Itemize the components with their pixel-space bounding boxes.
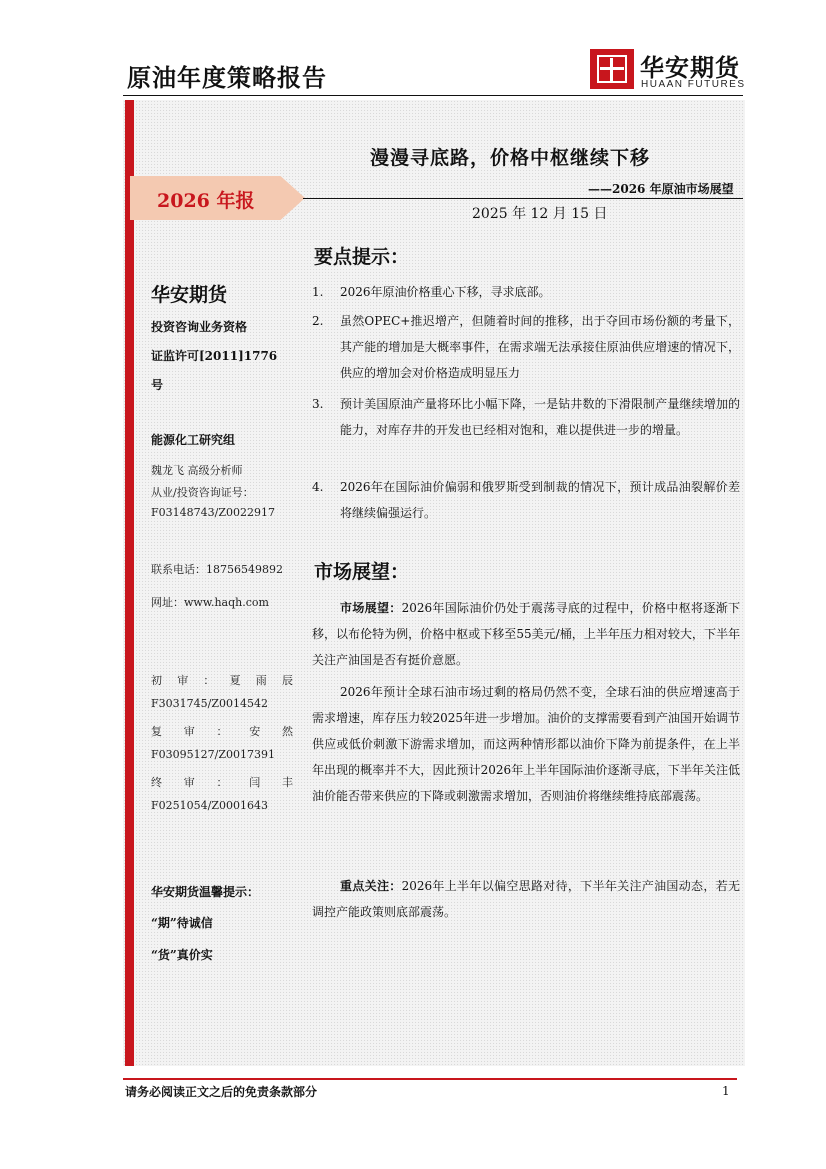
reviewer-name-char: 安: [249, 725, 261, 738]
list-item-text: 虽然OPEC+推迟增产，但随着时间的推移，出于夺回市场份额的考量下，其产能的增加是大概率事件，在需求端无法承接住原油供应增速的情况下，供应的增加会对价格造成明显压力: [340, 314, 740, 380]
license-line-3: 号: [151, 378, 164, 392]
tip-2: “货”真价实: [151, 948, 213, 962]
reviewer-role-char: 审: [183, 725, 195, 738]
reviewer-name-char: 雨: [255, 674, 267, 687]
reviewer-row: [151, 723, 293, 739]
reviewer-role-char: 复: [151, 725, 162, 738]
outlook-heading: 市场展望：: [314, 561, 410, 583]
reviewer-role-char: ：: [203, 674, 215, 687]
paragraph-text: 2026年国际油价仍处于震荡寻底的过程中，价格中枢将逐渐下移，以布伦特为例，价格中枢或下移至55美元/桶，上半年压力相对较大，下半年关注产油国是否有挺价意愿。: [312, 601, 740, 667]
contact-phone: 联系电话：18756549892: [151, 563, 283, 576]
reviewer-role-char: 初: [151, 674, 162, 687]
footer-divider: [123, 1078, 737, 1080]
list-item-number: 4.: [312, 480, 324, 494]
paragraph-label: 市场展望：: [340, 601, 402, 615]
list-item-text: 2026年原油价格重心下移，寻求底部。: [340, 285, 551, 299]
reviewer-name-char: 闫: [249, 776, 261, 789]
list-item: [312, 474, 740, 526]
license-line-1: 投资咨询业务资格: [151, 320, 248, 334]
report-date: 2025 年 12 月 15 日: [472, 206, 608, 222]
tip-1: “期”待诚信: [151, 916, 213, 930]
logo-chinese-name: 华安期货: [640, 53, 740, 82]
report-main-title: 漫漫寻底路，价格中枢继续下移: [370, 147, 651, 169]
reviewer-name-char: 丰: [282, 776, 293, 789]
reviewer-role-char: 终: [151, 776, 162, 789]
outlook-paragraph-2: 2026年预计全球石油市场过剩的格局仍然不变，全球石油的供应增速高于需求增速，库存压力较2025年进一步增加。油价的支撑需要看到产油国开始调节供应或低价刺激下游需求增加，而这两种情形都以油价下降为前提条件，在上半年出现的概率并不大，因此预计2026年上半年国际油价逐渐寻底，下半年关注低油价能否带来供应的下降或刺激需求增加，否则油价将继续维持底部震荡。: [312, 685, 740, 803]
reviewer-cert: F3031745/Z0014542: [151, 697, 268, 710]
analyst-cert-number: F03148743/Z0022917: [151, 506, 275, 519]
list-item: [312, 391, 740, 443]
outlook-paragraph-1: [312, 595, 740, 673]
reviewer-row: [151, 672, 293, 688]
key-points-heading: 要点提示：: [314, 246, 410, 268]
website: 网址：www.haqh.com: [151, 596, 269, 609]
reviewer-role-char: ：: [216, 725, 228, 738]
reviewer-name-char: 然: [282, 725, 293, 738]
focus-paragraph: [312, 873, 740, 925]
list-item-number: 2.: [312, 314, 324, 328]
research-team: 能源化工研究组: [151, 433, 236, 447]
list-item-number: 3.: [312, 397, 324, 411]
reviewer-name-char: 辰: [281, 674, 293, 687]
list-item: [312, 279, 740, 305]
paragraph-label: 重点关注：: [340, 879, 402, 893]
disclaimer-note: 请务必阅读正文之后的免责条款部分: [125, 1085, 318, 1099]
report-subtitle: ——2026 年原油市场展望: [588, 182, 734, 196]
analyst-name: 魏龙飞 高级分析师: [151, 464, 243, 477]
analyst-cert-label: 从业/投资咨询证号：: [151, 486, 254, 499]
license-line-2: 证监许可[2011]1776: [151, 349, 278, 363]
page-number: 1: [722, 1084, 730, 1098]
document-title: 原油年度策略报告: [127, 63, 327, 92]
list-item-text: 预计美国原油产量将环比小幅下降，一是钻井数的下滑限制产量继续增加的能力，对库存井的开发也已经相对饱和，难以提供进一步的增量。: [340, 397, 740, 437]
list-item-text: 2026年在国际油价偏弱和俄罗斯受到制裁的情况下，预计成品油裂解价差将继续偏强运行。: [340, 480, 740, 520]
paragraph-text: 2026年上半年以偏空思路对待，下半年关注产油国动态，若无调控产能政策则底部震荡。: [312, 879, 740, 919]
logo-english-name: HUAAN FUTURES: [641, 79, 746, 90]
reviewer-cert: F03095127/Z0017391: [151, 748, 275, 761]
list-item: [312, 308, 740, 386]
reviewer-row: [151, 774, 293, 790]
header-divider: [123, 95, 743, 96]
sidebar-company-name: 华安期货: [151, 284, 228, 306]
title-divider: [303, 198, 743, 199]
reviewer-role-char: 审: [183, 776, 195, 789]
reviewer-cert: F0251054/Z0001643: [151, 799, 268, 812]
huaan-logo-icon: [590, 49, 634, 89]
list-item-number: 1.: [312, 285, 324, 299]
reviewer-role-char: ：: [216, 776, 228, 789]
reviewer-name-char: 夏: [229, 674, 241, 687]
left-accent-bar: [125, 100, 134, 1066]
reviewer-role-char: 审: [177, 674, 189, 687]
year-tag-label: 2026 年报: [157, 190, 255, 212]
tips-title: 华安期货温馨提示：: [151, 885, 260, 899]
